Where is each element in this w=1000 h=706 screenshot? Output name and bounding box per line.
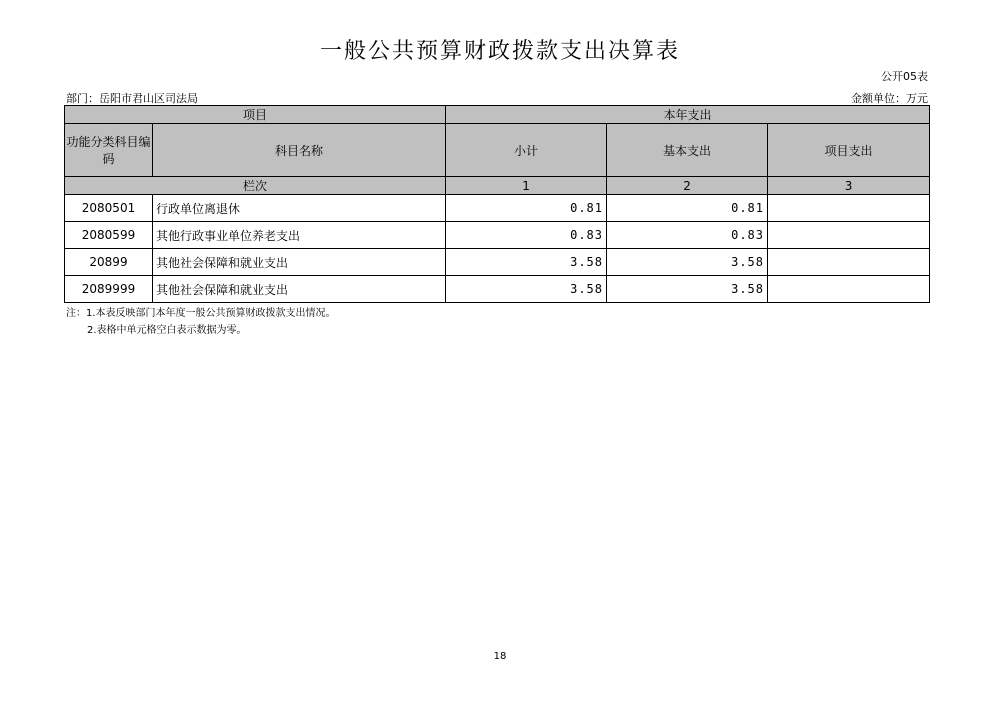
cell-code: 20899 [65,249,153,276]
header-project: 项目 [65,106,446,124]
cell-name: 其他社会保障和就业支出 [153,249,446,276]
header-basic-expense: 基本支出 [607,124,768,177]
cell-project [768,195,930,222]
cell-basic: 3.58 [607,276,768,303]
cell-name: 其他社会保障和就业支出 [153,276,446,303]
header-col-2: 2 [607,177,768,195]
header-subtotal: 小计 [446,124,607,177]
cell-project [768,276,930,303]
table-row [65,249,930,276]
header-function-code: 功能分类科目编码 [65,124,153,177]
budget-expense-table [64,105,930,303]
cell-subtotal: 3.58 [446,249,607,276]
amount-unit-label: 金额单位：万元 [851,92,928,105]
header-col-1: 1 [446,177,607,195]
cell-basic: 0.81 [607,195,768,222]
cell-subtotal: 3.58 [446,276,607,303]
page-title: 一般公共预算财政拨款支出决算表 [319,39,680,64]
table-row [65,276,930,303]
page-number: 18 [493,651,507,662]
cell-basic: 3.58 [607,249,768,276]
cell-subtotal: 0.83 [446,222,607,249]
cell-name: 行政单位离退休 [153,195,446,222]
cell-code: 2080501 [65,195,153,222]
cell-project [768,249,930,276]
header-project-expense: 项目支出 [768,124,930,177]
cell-name: 其他行政事业单位养老支出 [153,222,446,249]
footnote-2: 2.表格中单元格空白表示数据为零。 [87,325,247,336]
cell-project [768,222,930,249]
header-col-3: 3 [768,177,930,195]
cell-subtotal: 0.81 [446,195,607,222]
header-subject-name: 科目名称 [153,124,446,177]
table-row [65,222,930,249]
table-row [65,195,930,222]
table-number: 公开05表 [881,70,928,83]
cell-code: 2080599 [65,222,153,249]
header-current-year-expense: 本年支出 [446,106,930,124]
footnote-1: 注：1.本表反映部门本年度一般公共预算财政拨款支出情况。 [66,308,336,319]
cell-basic: 0.83 [607,222,768,249]
header-row-label: 栏次 [65,177,446,195]
department-label: 部门：岳阳市君山区司法局 [66,92,198,105]
cell-code: 2089999 [65,276,153,303]
